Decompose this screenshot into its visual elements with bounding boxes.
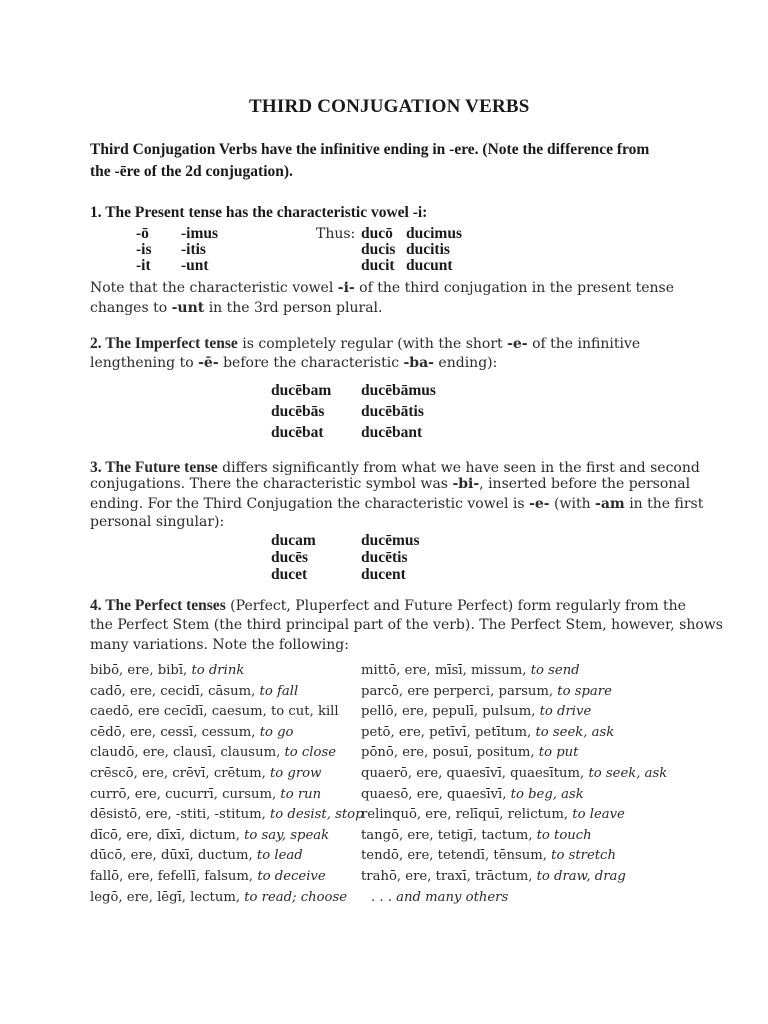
future-line-2: conjugations. There the characteristic symbol was -bi-, inserted before the personal <box>90 476 691 492</box>
present-heading: 1. The Present tense has the characteristic vowel -i: <box>90 204 428 221</box>
verb-meaning: to beg, ask <box>510 786 584 802</box>
verb-meaning: to spare <box>557 683 612 699</box>
verb-entry <box>361 848 616 863</box>
verb-entry <box>361 787 584 802</box>
verb-meaning: to put <box>538 745 579 761</box>
verb-meaning: to fall <box>259 683 299 699</box>
verb-meaning: to stretch <box>551 848 616 864</box>
verb-entry <box>90 890 347 905</box>
imperfect-form-pl: ducēbātis <box>361 403 424 420</box>
verb-meaning: to lead <box>256 848 303 864</box>
verb-principal-parts: crēscō, ere, crēvī, crētum, <box>90 766 270 781</box>
present-note-line-1: Note that the characteristic vowel -i- of the third conjugation in the present tense <box>90 280 675 296</box>
verb-principal-parts: caedō, ere cecīdī, caesum, to cut, kill <box>90 704 339 720</box>
verb-meaning: to draw, drag <box>536 869 626 884</box>
verb-principal-parts: relinquō, ere, relīquī, relictum, <box>361 807 573 823</box>
verb-meaning: to drive <box>539 704 592 720</box>
verb-meaning: to seek, ask <box>588 766 668 781</box>
verb-entry <box>90 828 329 843</box>
perfect-line-3: many variations. Note the following: <box>90 637 349 653</box>
verb-principal-parts: tendō, ere, tetendī, tēnsum, <box>361 848 552 864</box>
verb-entry <box>90 787 321 802</box>
verb-principal-parts: dēsistō, ere, -stiti, -stitum, <box>90 807 270 823</box>
verb-principal-parts: fallō, ere, fefellī, falsum, <box>90 869 258 884</box>
verb-principal-parts: parcō, ere perperci, parsum, <box>361 683 558 699</box>
present-ending-pl: -itis <box>181 241 206 258</box>
verb-meaning: to say, speak <box>244 827 330 843</box>
present-ending-pl: -unt <box>181 257 209 274</box>
verb-meaning: to send <box>530 663 580 678</box>
present-example-pl: ducunt <box>406 257 453 274</box>
verb-entry <box>90 725 294 740</box>
verb-entry <box>90 663 244 678</box>
verb-entry <box>361 663 580 678</box>
verb-entry <box>361 766 667 781</box>
verb-meaning: to seek, ask <box>535 724 615 740</box>
verb-entry <box>361 704 591 719</box>
perfect-line-2: the Perfect Stem (the third principal part of the verb). The Perfect Stem, however, shows <box>90 617 723 633</box>
verb-entry <box>361 745 578 760</box>
verb-meaning: to run <box>280 786 322 802</box>
page-title: THIRD CONJUGATION VERBS <box>249 96 530 117</box>
imperfect-form-sg: ducēbam <box>271 382 332 399</box>
present-example-sg: ducit <box>361 257 395 274</box>
present-example-sg: ducō <box>361 225 393 242</box>
present-example-sg: ducis <box>361 241 396 258</box>
verb-principal-parts: cadō, ere, cecidī, cāsum, <box>90 683 260 699</box>
verb-principal-parts: legō, ere, lēgī, lectum, <box>90 889 245 905</box>
verb-principal-parts: claudō, ere, clausī, clausum, <box>90 745 285 761</box>
verb-entry <box>90 704 339 719</box>
verb-principal-parts: quaerō, ere, quaesīvī, quaesītum, <box>361 766 589 781</box>
future-line-3: ending. For the Third Conjugation the characteristic vowel is -e- (with -am in the first <box>90 496 704 512</box>
present-ending-sg: -it <box>136 257 151 274</box>
present-example-pl: ducimus <box>406 225 462 242</box>
verb-meaning: to read; choose <box>244 889 348 905</box>
imperfect-form-pl: ducēbāmus <box>361 382 436 399</box>
verb-meaning: to close <box>284 745 337 761</box>
perfect-line-1: 4. The Perfect tenses (Perfect, Pluperfect and Future Perfect) form regularly from the <box>90 597 686 614</box>
verb-meaning: to desist, stop <box>269 807 364 823</box>
verb-principal-parts: bibō, ere, bibī, <box>90 663 192 678</box>
verb-principal-parts: trahō, ere, traxī, trāctum, <box>361 869 537 884</box>
verb-meaning: to drink <box>191 663 245 678</box>
future-line-1: 3. The Future tense differs significantly from what we have seen in the first and second <box>90 459 700 476</box>
present-ending-sg: -is <box>136 241 152 258</box>
thus-label: Thus: <box>316 226 356 242</box>
present-note-line-2: changes to -unt in the 3rd person plural. <box>90 300 383 316</box>
future-form-sg: ducēs <box>271 549 309 566</box>
verb-principal-parts: pellō, ere, pepulī, pulsum, <box>361 704 540 720</box>
verb-entry <box>90 745 336 760</box>
verb-principal-parts: pōnō, ere, posuī, positum, <box>361 745 539 761</box>
verb-entry <box>361 869 626 884</box>
future-line-4: personal singular): <box>90 514 225 530</box>
future-form-pl: ducent <box>361 566 406 583</box>
verb-principal-parts: petō, ere, petīvī, petītum, <box>361 724 536 740</box>
verb-principal-parts: cēdō, ere, cessī, cessum, <box>90 724 260 740</box>
imperfect-form-pl: ducēbant <box>361 424 423 441</box>
verb-meaning: to go <box>259 724 294 740</box>
verb-entry <box>90 869 326 884</box>
future-form-sg: ducam <box>271 532 316 549</box>
verb-principal-parts: dūcō, ere, dūxī, ductum, <box>90 848 257 864</box>
verb-meaning: to grow <box>270 766 322 781</box>
imperfect-line-2: lengthening to -ē- before the characteristic -ba- ending): <box>90 355 498 371</box>
present-ending-sg: -ō <box>136 225 149 242</box>
present-ending-pl: -imus <box>181 225 219 242</box>
future-form-pl: ducētis <box>361 549 408 566</box>
verb-meaning: to deceive <box>257 869 326 884</box>
verb-entry <box>371 890 508 905</box>
intro-line-1: Third Conjugation Verbs have the infinitive ending in -ere. (Note the difference from <box>90 141 650 158</box>
future-form-sg: ducet <box>271 566 308 583</box>
verb-entry <box>90 848 303 863</box>
verb-entry <box>361 725 614 740</box>
verb-entry <box>90 807 364 822</box>
verb-principal-parts: mittō, ere, mīsī, missum, <box>361 663 531 678</box>
verb-principal-parts: quaesō, ere, quaesīvī, <box>361 786 511 802</box>
verb-principal-parts: dīcō, ere, dīxī, dictum, <box>90 827 245 843</box>
imperfect-form-sg: ducēbās <box>271 403 325 420</box>
verb-meaning: to touch <box>536 827 592 843</box>
verb-entry <box>361 828 592 843</box>
verb-meaning: . . . and many others <box>371 889 509 905</box>
verb-principal-parts: currō, ere, cucurrī, cursum, <box>90 786 281 802</box>
intro-line-2: the -ēre of the 2d conjugation). <box>90 163 293 180</box>
present-example-pl: ducitis <box>406 241 450 258</box>
verb-entry <box>90 684 298 699</box>
imperfect-form-sg: ducēbat <box>271 424 324 441</box>
verb-principal-parts: tangō, ere, tetigī, tactum, <box>361 827 537 843</box>
verb-entry <box>90 766 321 781</box>
verb-meaning: to leave <box>572 807 625 823</box>
verb-entry <box>361 684 612 699</box>
imperfect-line-1: 2. The Imperfect tense is completely regular (with the short -e- of the infinitive <box>90 335 641 352</box>
verb-entry <box>361 807 625 822</box>
future-form-pl: ducēmus <box>361 532 420 549</box>
